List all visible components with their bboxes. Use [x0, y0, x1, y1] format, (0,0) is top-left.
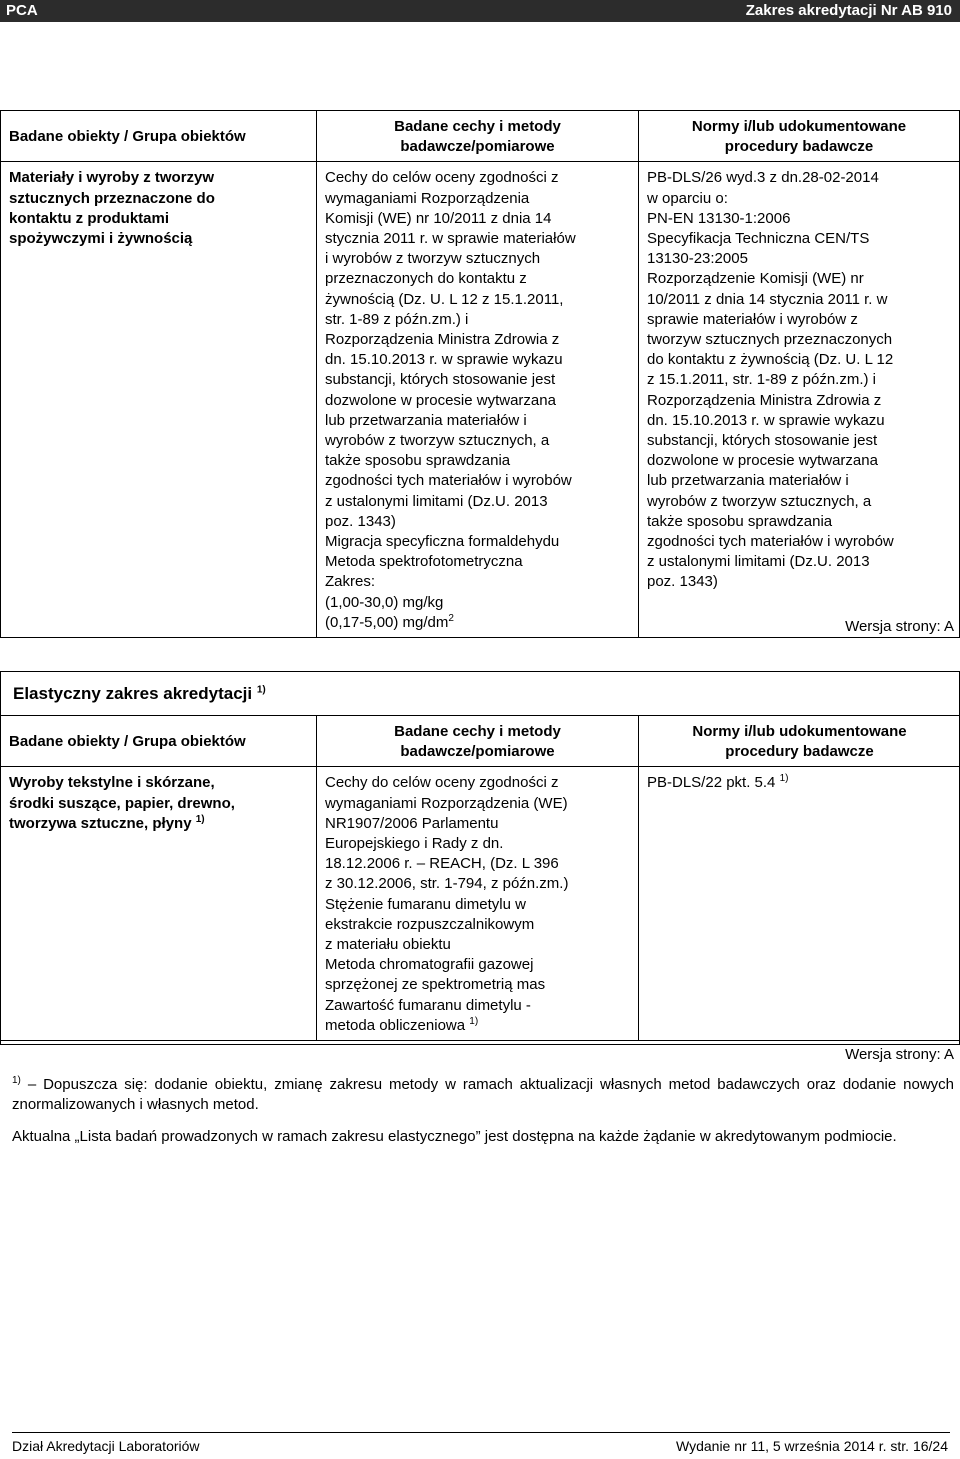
col-norms-header: Normy i/lub udokumentowane procedury badawcze [639, 111, 960, 162]
col-objects-header: Badane obiekty / Grupa obiektów [1, 111, 317, 162]
page-version: Wersja strony: A [845, 1046, 954, 1063]
col-methods-header: Badane cechy i metody badawcze/pomiarowe [317, 111, 639, 162]
page-version: Wersja strony: A [845, 618, 954, 635]
table-row [1, 162, 960, 638]
norms-cell: PB-DLS/26 wyd.3 z dn.28-02-2014 w oparciu o: PN-EN 13130-1:2006 Specyfikacja Techniczna CEN/TS 13130-23:2005 Rozporządzenie Komisji (WE) nr 10/2011 z dnia 14 stycznia 2011 r. w sprawie materiałów i wyrobów z tworzyw sztucznych przeznaczonych do kontaktu z żywnością (Dz. U. L 12 z 15.1.2011, str. 1-89 z późn.zm.) i Rozporządzenia Ministra Zdrowia z dn. 15.10.2013 r. w sprawie wykazu substancji, których stosowanie jest dozwolone w procesie wytwarzana lub przetwarzania materiałów i wyrobów z tworzyw sztucznych, a także sposobu sprawdzania zgodności tych materiałów i wyrobów z ustalonymi limitami (Dz.U. 2013 poz. 1343) [639, 162, 960, 638]
objects-cell: Wyroby tekstylne i skórzane, środki suszące, papier, drewno, tworzywa sztuczne, płyny $^{1)}$ [1, 767, 317, 1041]
norms-cell: PB-DLS/22 pkt. 5.4 $^{1)}$ [639, 767, 960, 1041]
page-header [0, 0, 960, 22]
flexible-scope-box [0, 671, 960, 1045]
header-left: PCA [6, 2, 38, 19]
col-norms-header: Normy i/lub udokumentowane procedury badawcze [639, 716, 960, 767]
objects-cell: Materiały i wyroby z tworzyw sztucznych przeznaczone do kontaktu z produktami spożywczymi i żywnością [1, 162, 317, 638]
footer-left: Dział Akredytacji Laboratoriów [12, 1438, 200, 1454]
flexible-scope-table [0, 715, 960, 1041]
flexible-scope-title: Elastyczny zakres akredytacji $^{1)}$ [13, 684, 266, 703]
table-header-row [1, 716, 960, 767]
scope-table [0, 110, 960, 638]
methods-cell: Cechy do celów oceny zgodności z wymaganiami Rozporządzenia Komisji (WE) nr 10/2011 z dnia 14 stycznia 2011 r. w sprawie materiałów i wyrobów z tworzyw sztucznych przeznaczonych do kontaktu z żywnością (Dz. U. L 12 z 15.1.2011, str. 1-89 z późn.zm.) i Rozporządzenia Ministra Zdrowia z dn. 15.10.2013 r. w sprawie wykazu substancji, których stosowanie jest dozwolone w procesie wytwarzana lub przetwarzania materiałów i wyrobów z tworzyw sztucznych, a także sposobu sprawdzania zgodności tych materiałów i wyrobów z ustalonymi limitami (Dz.U. 2013 poz. 1343) Migracja specyficzna formaldehydu Metoda spektrofotometryczna Zakres: (1,00-30,0) mg/kg (0,17-5,00) $mg/dm^2$ [317, 162, 639, 638]
table-header-row [1, 111, 960, 162]
footer-divider [12, 1432, 950, 1433]
footnote-2: Aktualna „Lista badań prowadzonych w ramach zakresu elastycznego” jest dostępna na każde żądanie w akredytowanym podmiocie. [12, 1128, 897, 1145]
col-objects-header: Badane obiekty / Grupa obiektów [1, 716, 317, 767]
footnote-1: $^{1)}$ – Dopuszcza się: dodanie obiektu, zmianę zakresu metody w ramach aktualizacji własnych metod badawczych oraz dodanie nowych znormalizowanych i własnych metod. [12, 1075, 954, 1113]
table-row [1, 767, 960, 1041]
footer-right: Wydanie nr 11, 5 września 2014 r. str. 16/24 [676, 1438, 948, 1454]
methods-cell: Cechy do celów oceny zgodności z wymaganiami Rozporządzenia (WE) NR1907/2006 Parlamentu Europejskiego i Rady z dn. 18.12.2006 r. – REACH, (Dz. L 396 z 30.12.2006, str. 1-794, z późn.zm.) Stężenie fumaranu dimetylu w ekstrakcie rozpuszczalnikowym z materiału obiektu Metoda chromatografii gazowej sprzężonej ze spektrometrią mas Zawartość fumaranu dimetylu - metoda obliczeniowa $^{1)}$ [317, 767, 639, 1041]
header-right: Zakres akredytacji Nr AB 910 [745, 2, 952, 19]
col-methods-header: Badane cechy i metody badawcze/pomiarowe [317, 716, 639, 767]
